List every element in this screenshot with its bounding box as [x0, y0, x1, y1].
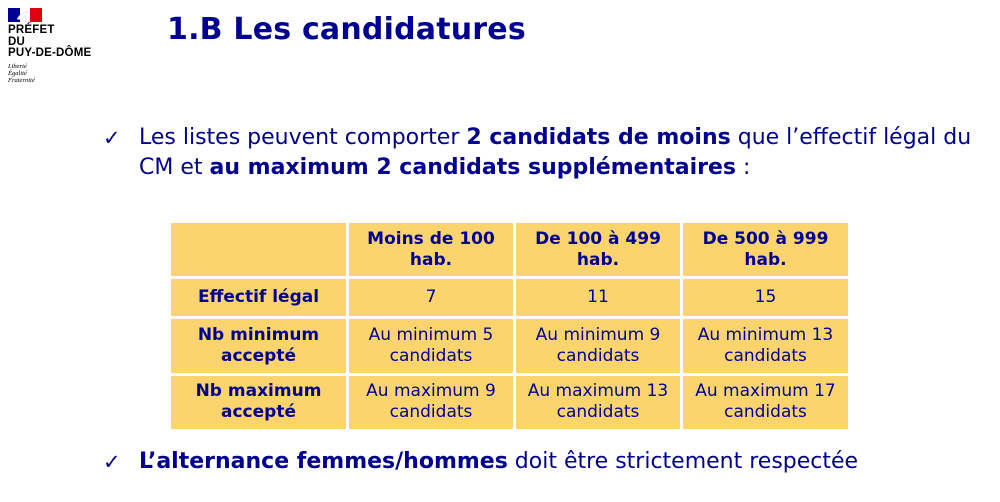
bullet-text-part: :	[736, 155, 751, 180]
table-cell: Au minimum 5 candidats	[348, 318, 515, 374]
bullet-bold-part: 2 candidats de moins	[466, 125, 731, 150]
logo-line-department: PUY-DE-DÔME	[8, 47, 92, 59]
bullet-list-size	[103, 123, 983, 183]
table-header-cell: Moins de 100 hab.	[348, 222, 515, 278]
bullet-bold-part: L’alternance femmes/hommes	[139, 449, 508, 474]
table-cell: Au maximum 17 candidats	[682, 374, 850, 430]
table-header-cell: De 500 à 999 hab.	[682, 222, 850, 278]
check-icon: ✓	[103, 126, 121, 150]
table-header-row	[170, 222, 850, 278]
check-icon: ✓	[103, 450, 121, 474]
bullet-text-part: que l’effectif légal du CM et	[139, 125, 972, 180]
table-cell: 15	[682, 278, 850, 318]
table-header-cell: De 100 à 499 hab.	[515, 222, 682, 278]
table-cell: Au minimum 13 candidats	[682, 318, 850, 374]
bullet-text-part: doit être strictement respectée	[507, 449, 859, 474]
table-header-cell	[170, 222, 348, 278]
candidates-table	[168, 220, 851, 432]
logo-line-prefet: PRÉFET	[8, 24, 55, 36]
bullet-text	[139, 447, 983, 477]
table-cell: 11	[515, 278, 682, 318]
bullet-alternance	[103, 447, 983, 477]
table-cell: Au minimum 9 candidats	[515, 318, 682, 374]
row-label: Nb maximum accepté	[170, 374, 348, 430]
bullet-text-part: Les listes peuvent comporter	[139, 125, 467, 150]
table-row	[170, 278, 850, 318]
slide-title: 1.B Les candidatures	[167, 12, 526, 47]
table-cell: Au maximum 9 candidats	[348, 374, 515, 430]
marianne-flag-icon	[8, 8, 42, 22]
row-label: Nb minimum accepté	[170, 318, 348, 374]
logo-line-du: DU	[8, 35, 26, 48]
prefecture-logo	[8, 8, 108, 84]
table-row	[170, 374, 850, 430]
logo-motto	[8, 63, 108, 84]
motto-liberte: Liberté	[8, 62, 27, 70]
motto-fraternite: Fraternité	[8, 76, 35, 84]
table-row	[170, 318, 850, 374]
bullet-bold-part: au maximum 2 candidats supplémentaires	[209, 155, 736, 180]
motto-egalite: Égalité	[8, 69, 27, 77]
bullet-text	[139, 123, 983, 183]
table-cell: 7	[348, 278, 515, 318]
table-cell: Au maximum 13 candidats	[515, 374, 682, 430]
row-label: Effectif légal	[170, 278, 348, 318]
